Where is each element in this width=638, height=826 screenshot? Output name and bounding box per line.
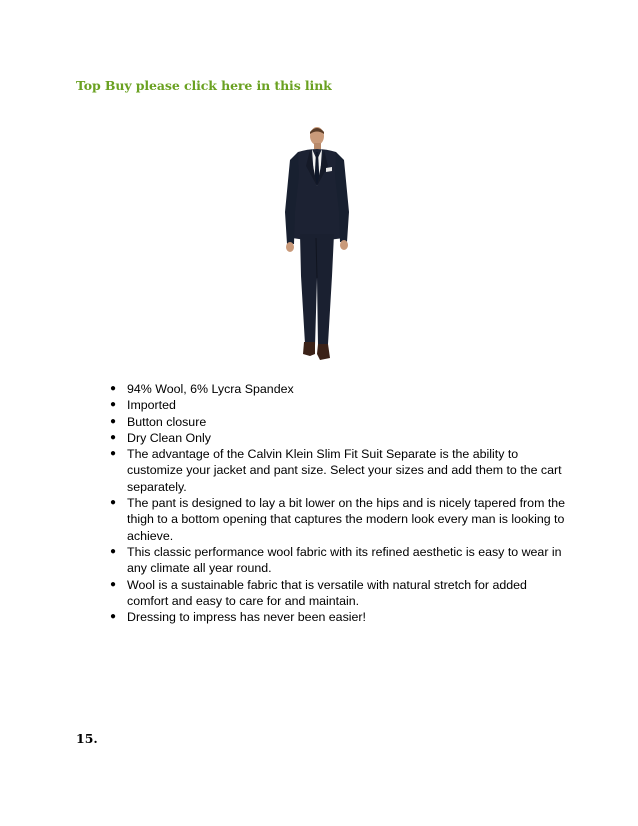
feature-list	[108, 381, 568, 625]
man-in-navy-suit-image	[270, 126, 370, 366]
list-item-text: Dressing to impress has never been easier!	[127, 610, 366, 625]
list-item	[108, 544, 568, 577]
bullet-icon: ●	[110, 383, 117, 394]
list-item-text: Imported	[127, 398, 176, 413]
top-buy-link[interactable]: Top Buy please click here in this link	[76, 78, 332, 93]
bullet-icon: ●	[110, 399, 117, 411]
bullet-icon: ●	[110, 578, 117, 590]
list-item	[108, 495, 568, 544]
list-item	[108, 446, 568, 495]
list-item-text: This classic performance wool fabric with its refined aesthetic is easy to wear in any climate all year round.	[127, 544, 562, 576]
bullet-icon: ●	[110, 497, 117, 509]
list-item	[108, 414, 568, 430]
bullet-icon: ●	[110, 611, 117, 623]
bullet-icon: ●	[110, 415, 117, 427]
list-item-text: Button closure	[127, 414, 207, 429]
list-item-text: 94% Wool, 6% Lycra Spandex	[127, 382, 294, 396]
list-item	[108, 397, 568, 413]
list-item	[108, 577, 568, 610]
list-item	[108, 381, 568, 397]
list-item-text: Wool is a sustainable fabric that is versatile with natural stretch for added comfort and easy to care for and maintain.	[127, 577, 527, 608]
list-item-text: The advantage of the Calvin Klein Slim Fit Suit Separate is the ability to customize your jacket and pant size. Select your sizes and add them to the cart separately.	[127, 447, 562, 494]
bullet-icon: ●	[110, 431, 117, 443]
list-item	[108, 609, 568, 625]
list-item-text: Dry Clean Only	[127, 430, 212, 445]
page-number: 15.	[76, 731, 98, 746]
list-item	[108, 430, 568, 446]
bullet-icon: ●	[110, 545, 117, 557]
bullet-icon: ●	[110, 448, 117, 460]
list-item-text: The pant is designed to lay a bit lower on the hips and is nicely tapered from the thigh to a bottom opening that captures the modern look every man is looking to achieve.	[127, 496, 566, 543]
